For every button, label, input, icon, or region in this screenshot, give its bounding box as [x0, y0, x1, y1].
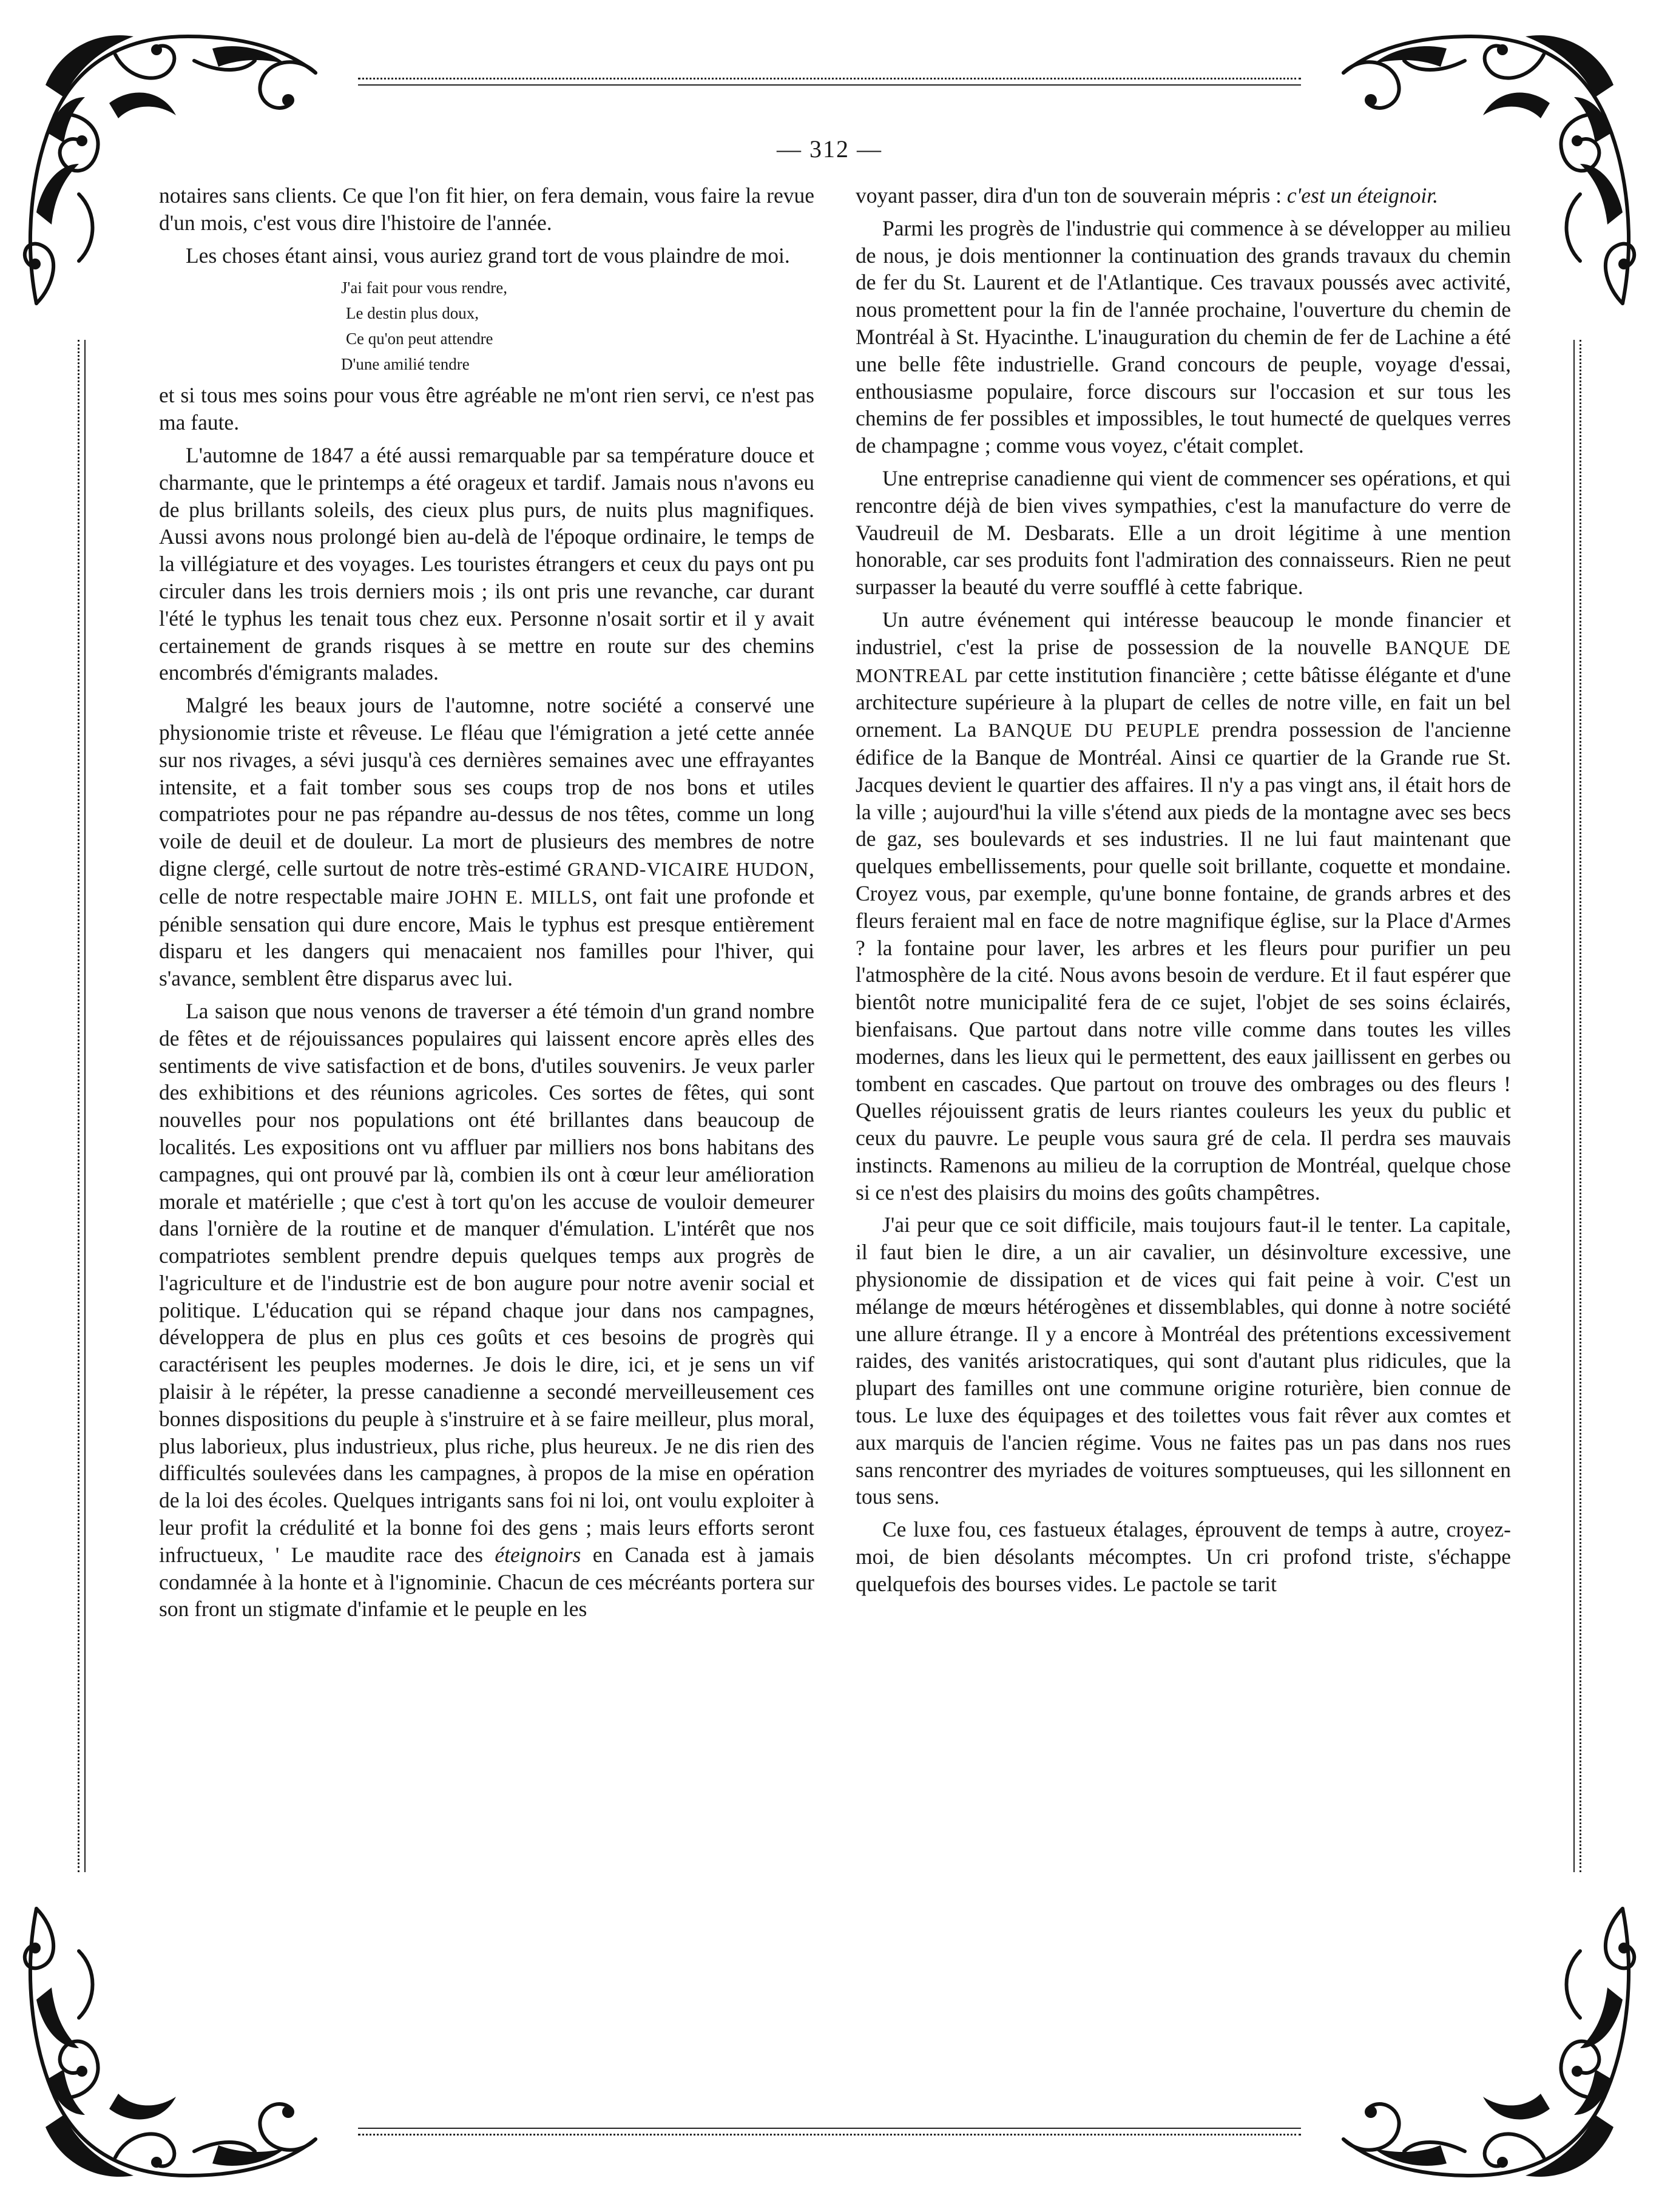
- corner-scroll-icon: [12, 1884, 328, 2200]
- page-number: — 312 —: [777, 135, 882, 163]
- paragraph: [856, 182, 1511, 209]
- left-text-column: [159, 182, 814, 1628]
- right-text-column: [856, 182, 1511, 1603]
- top-border-rule: [358, 78, 1301, 86]
- paragraph: Une entreprise canadienne qui vient de commencer ses opérations, et qui rencontre déjà de bien vives sympathies, c'est la manufacture do verre de Vaudreuil de M. Desbarats. Elle a un droit légitime à une mention honorable, car ses produits font l'admiration des connaisseurs. Rien ne peut surpasser la beauté du verre soufflé à cette fabrique.: [856, 465, 1511, 600]
- institution-name: BANQUE DU PEUPLE: [988, 719, 1200, 742]
- corner-scroll-icon: [1331, 1884, 1647, 2200]
- verse-block: [341, 275, 814, 377]
- paragraph: et si tous mes soins pour vous être agréable ne m'ont rien servi, ce n'est pas ma faute.: [159, 383, 814, 435]
- paragraph: [856, 606, 1511, 1206]
- paragraph: [159, 998, 814, 1623]
- left-border-rule: [78, 340, 86, 1872]
- verse-line: Ce qu'on peut attendre: [346, 330, 493, 348]
- bottom-border-rule: [358, 2128, 1301, 2136]
- paragraph-text: Malgré les beaux jours de l'automne, notre société a conservé une physionomie triste et rêveuse. Le fléau que l'émigration a jeté cette année sur nos rivages, a sévi jusqu'à ces dernières semaines avec une effrayantes intensite, et a fait tomber sous ses coups trop de nos bons et utiles compatriotes pour ne pas répandre au-dessus de nos têtes, comme un long voile de deuil et de douleur. La mort de plusieurs des membres de notre digne clergé, celle surtout de notre très-estimé: [159, 693, 814, 881]
- institution-name: BANQUE DE MONTREAL: [856, 636, 1512, 686]
- paragraph: Parmi les progrès de l'industrie qui commence à se développer au milieu de nous, je dois mentionner la continuation des grands travaux du chemin de fer du St. Laurent et de l'Atlantique. Ces travaux poussés avec activité, nous promettent pour la fin de l'année prochaine, l'ouverture du chemin de Montréal à St. Hyacinthe. L'inauguration du chemin de fer de Lachine a été une belle fête industrielle. Grand concours de peuple, voyage d'essai, enthousiasme populaire, force discours sur l'occasion et sur tous les chemins de fer possibles et impossibles, le tout humecté de quelques verres de champagne ; comme vous voyez, c'était complet.: [856, 215, 1511, 458]
- right-border-rule: [1573, 340, 1581, 1872]
- paragraph-text: , ont fait une profonde et pénible sensation qui dure encore, Mais le typhus est presque entièrement disparu et les dangers qui menacaient nos familles pour l'hiver, qui s'avance, semblent être disparus avec lui.: [159, 884, 815, 991]
- paragraph-text: en Canada est à jamais condamnée à la honte et à l'ignominie. Chacun de ces mécréants portera sur son front un stigmate d'infamie et le peuple en les: [159, 1542, 814, 1622]
- verse-line: J'ai fait pour vous rendre,: [341, 279, 508, 297]
- paragraph-text: La saison que nous venons de traverser a été témoin d'un grand nombre de fêtes et de réjouissances populaires qui laissent encore après elles des sentiments de vive satisfaction et de bons, d'utiles souvenirs. Je veux parler des exhibitions et des réunions agricoles. Ces sortes de fêtes, qui sont nouvelles pour nos populations ont été brillantes dans beaucoup de localités. Les expositions ont vu affluer par milliers nos bons habitans des campagnes, qui ont prouvé par là, combien ils ont à cœur leur amélioration morale et matérielle ; que c'est à tort qu'on les accuse de vouloir demeurer dans l'ornière de la routine et de manquer d'émulation. L'intérêt que nos compatriotes semblent prendre depuis quelques temps aux progrès de l'agriculture et de l'industrie est de bon augure pour notre avenir social et politique. L'éducation qui se répand chaque jour dans nos campagnes, développera de plus en plus ces goûts et ces besoins de progrès qui caractérisent les peuples modernes. Je dois le dire, ici, et je sens un vif plaisir à le répéter, la presse canadienne a secondé merveilleusement ces bonnes dispositions du peuple à s'instruire et à se faire meilleur, plus moral, plus laborieux, plus industrieux, plus riche, plus heureux. Je ne dis rien des difficultés soulevées dans les campagnes, à propos de la mise en opération de la loi des écoles. Quelques intrigants sans foi ni loi, ont voulu exploiter à leur profit la crédulité et la bonne foi des gens ; mais leurs efforts seront infructueux, ' Le maudite race des: [159, 998, 814, 1567]
- verse-line: Le destin plus doux,: [346, 304, 479, 323]
- paragraph: notaires sans clients. Ce que l'on fit hier, on fera demain, vous faire la revue d'un mois, c'est vous dire l'histoire de l'année.: [159, 183, 814, 235]
- paragraph: J'ai peur que ce soit difficile, mais toujours faut-il le tenter. La capitale, il faut bien le dire, a un air cavalier, un désinvolture excessive, une physionomie de dissipation et de vices qui fait peine à voir. C'est un mélange de mœurs hétérogènes et dissemblables, qui donne à notre société une allure étrange. Il y a encore à Montréal des prétentions excessivement raides, des vanités aristocratiques, qui sont d'autant plus ridicules, que la plupart des familles ont une commune origine roturière, bien connue de tous. Le luxe des équipages et des toilettes vous fait rêver aux comtes et aux marquis de l'ancien régime. Vous ne faites pas un pas dans nos rues sans rencontrer des myriades de voitures somptueuses, qui les sillonnent en tous sens.: [856, 1213, 1511, 1509]
- paragraph-text: par cette institution financière ; cette bâtisse élégante et d'une architecture supérieure à la plupart de celles de notre ville, en fait un bel ornement. La: [856, 662, 1511, 742]
- paragraph-text: prendra possession de l'ancienne édifice de la Banque de Montréal. Ainsi ce quartier de la Grande rue St. Jacques devient le quartier des affaires. Il n'y a pas vingt ans, il était hors de la ville ; aujourd'hui la ville s'étend aux pieds de la montagne avec ses becs de gaz, ses boulevards et ses industries. Il ne lui faut maintenant que quelques embellissements, pour quelle soit brillante, coquette et mondaine. Croyez vous, par exemple, qu'une bonne fontaine, de grands arbres et des fleurs feraient mal en face de notre magnifique église, sur la Place d'Armes ? la fontaine pour laver, les arbres et les fleurs pour purifier un peu l'atmosphère de la cité. Nous avons besoin de verdure. Et il faut espérer que bientôt notre municipalité fera de ce sujet, l'objet de ses soins éclairés, bienfaisans. Que partout dans notre ville comme dans toutes les villes modernes, dans les lieux qui le permettent, des eaux jaillissent en gerbes ou tombent en cascades. Que partout on trouve des ombrages ou des fleurs ! Quelles réjouissent gratis de leurs riantes couleurs les yeux du public et ceux du pauvre. Le peuple vous saura gré de cela. Il perdra ses mauvais instincts. Ramenons au milieu de la corruption de Montréal, quelque chose si ce n'est des plaisirs du moins des goûts champêtres.: [856, 717, 1512, 1205]
- paragraph-text: , celle de notre respectable maire: [159, 856, 814, 908]
- paragraph-text: Un autre événement qui intéresse beaucoup le monde financier et industriel, c'est la prise de possession de la nouvelle: [856, 607, 1511, 659]
- paragraph: Les choses étant ainsi, vous auriez grand tort de vous plaindre de moi.: [186, 243, 790, 268]
- paragraph: L'automne de 1847 a été aussi remarquable par sa température douce et charmante, que le printemps a été orageux et tardif. Jamais nous n'avons eu de plus brillants soleils, des cieux plus purs, de nuits plus magnifiques. Aussi avons nous prolongé bien au-delà de l'époque ordinaire, le temps de la villégiature et des voyages. Les touristes étrangers et ceux du pays ont pu circuler dans les trois derniers mois ; ils ont pris une revanche, car durant l'été le typhus les tenait tous chez eux. Personne n'osait sortir et il y avait certainement de grands risques à se mettre en route sur des chemins encombrés d'émigrants malades.: [159, 442, 814, 685]
- person-name: JOHN E. MILLS: [446, 885, 592, 908]
- italic-term: éteignoirs: [495, 1542, 581, 1567]
- italic-quote: c'est un éteignoir.: [1286, 183, 1439, 208]
- paragraph-text: voyant passer, dira d'un ton de souverain mépris :: [856, 183, 1282, 208]
- paragraph: [159, 692, 814, 992]
- person-name: GRAND-VICAIRE HUDON: [567, 857, 809, 880]
- verse-line: D'une amilié tendre: [341, 355, 470, 374]
- paragraph: Ce luxe fou, ces fastueux étalages, éprouvent de temps à autre, croyez-moi, de bien désolants mécomptes. Un cri profond triste, s'échappe quelquefois des bourses vides. Le pactole se tarit: [856, 1517, 1511, 1596]
